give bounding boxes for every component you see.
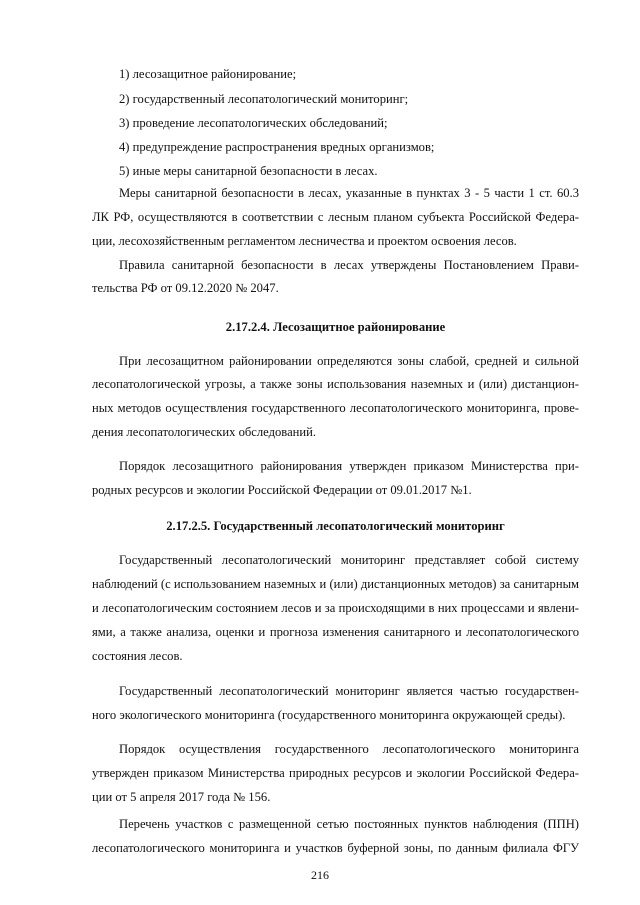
list-item: 4) предупреждение распространения вредных организмов; [119, 140, 435, 154]
list-item: 2) государственный лесопатологический мониторинг; [119, 92, 409, 106]
paragraph-line: Правила санитарной безопасности в лесах утверждены Постановлением Прави- [119, 258, 579, 272]
paragraph-line: ции, лесохозяйственным регламентом лесничества и проектом освоения лесов. [92, 234, 517, 248]
paragraph-line: дения лесопатологических обследований. [92, 425, 317, 439]
list-item: 3) проведение лесопатологических обследований; [119, 116, 388, 130]
paragraph-line: родных ресурсов и экологии Российской Федерации от 09.01.2017 №1. [92, 483, 472, 497]
paragraph-line: ЛК РФ, осуществляются в соответствии с лесным планом субъекта Российской Федера- [92, 210, 579, 224]
paragraph-line: Перечень участков с размещенной сетью постоянных пунктов наблюдения (ППН) [119, 817, 579, 831]
paragraph-line: и лесопатологическим состоянием лесов и за происходящими в них процессами и явлени- [92, 601, 579, 615]
paragraph-line: Меры санитарной безопасности в лесах, указанные в пунктах 3 - 5 части 1 ст. 60.3 [119, 186, 579, 200]
paragraph-line: состояния лесов. [92, 649, 183, 663]
page-number: 216 [311, 868, 329, 882]
paragraph-line: Порядок лесозащитного районирования утвержден приказом Министерства при- [119, 459, 579, 473]
paragraph-line: наблюдений (с использованием наземных и (или) дистанционных методов) за санитарным [92, 577, 579, 591]
paragraph-line: лесопатологической угрозы, а также зоны использования наземных и (или) дистанцион- [92, 377, 579, 391]
paragraph-line: Государственный лесопатологический мониторинг является частью государствен- [119, 684, 579, 698]
paragraph-line: Государственный лесопатологический мониторинг представляет собой систему [119, 553, 579, 567]
paragraph-line: лесопатологического мониторинга и участков буферной зоны, по данным филиала ФГУ [92, 841, 579, 855]
paragraph-line: тельства РФ от 09.12.2020 № 2047. [92, 281, 279, 295]
paragraph-line: ных методов осуществления государственного лесопатологического мониторинга, прове- [92, 401, 579, 415]
paragraph-line: Порядок осуществления государственного лесопатологического мониторинга [119, 742, 579, 756]
paragraph-line: ции от 5 апреля 2017 года № 156. [92, 790, 271, 804]
paragraph-line: ного экологического мониторинга (государственного мониторинга окружающей среды). [92, 708, 566, 722]
paragraph-line: утвержден приказом Министерства природных ресурсов и экологии Российской Федера- [92, 766, 579, 780]
list-item: 1) лесозащитное районирование; [119, 67, 297, 81]
section-heading: 2.17.2.4. Лесозащитное районирование [225, 320, 446, 334]
paragraph-line: При лесозащитном районировании определяются зоны слабой, средней и сильной [119, 354, 579, 368]
paragraph-line: ями, а также анализа, оценки и прогноза изменения санитарного и лесопатологического [92, 625, 579, 639]
list-item: 5) иные меры санитарной безопасности в лесах. [119, 164, 378, 178]
section-heading: 2.17.2.5. Государственный лесопатологический мониторинг [166, 519, 505, 533]
